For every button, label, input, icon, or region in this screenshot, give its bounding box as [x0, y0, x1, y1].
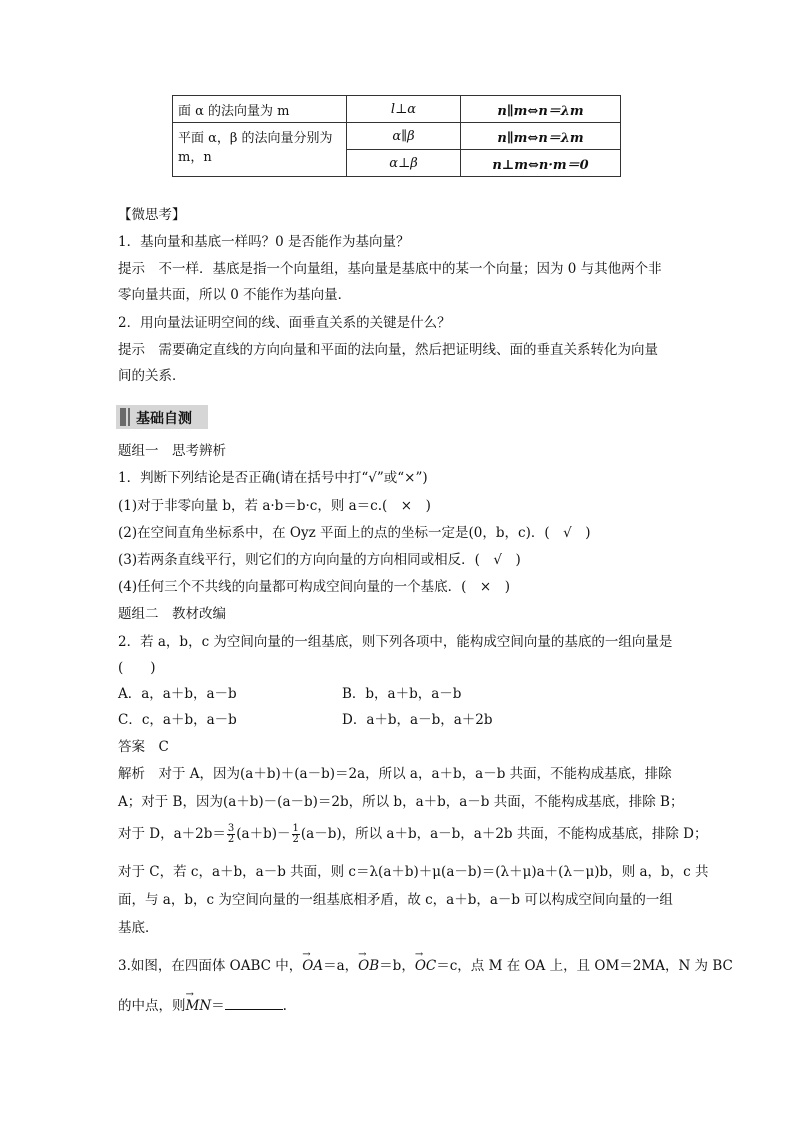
q3-text: ＝c，点 M 在 OA 上，且 OM＝2MA，N 为 BC [436, 958, 733, 974]
q3-text: ＝b， [379, 958, 415, 974]
micro-answer-1-line-2: 零向量共面，所以 0 不能作为基向量． [118, 287, 352, 303]
answer-blank [225, 997, 283, 1010]
option-c: C．c，a＋b，a－b [118, 712, 237, 728]
q3-text: 的中点，则 [118, 998, 186, 1014]
question-2-line-1: 2．若 a，b，c 为空间向量的一组基底，则下列各项中，能构成空间向量的基底的一组向量是 [118, 634, 673, 650]
item-2: (2)在空间直角坐标系中，在 Oyz 平面上的点的坐标一定是(0，b，c)．( √ ) [118, 525, 591, 541]
section-heading [116, 405, 208, 429]
solution-text: 对于 D，a＋2b＝ [118, 826, 226, 842]
vector-oa: → OA [302, 956, 323, 976]
solution-line-4: 对于 C，若 c，a＋b，a－b 共面，则 c＝λ(a＋b)＋μ(a－b)＝(λ＋μ)a＋(λ－μ)b，则 a，b，c 共 [118, 864, 709, 880]
question-1: 1．判断下列结论是否正确(请在括号中打“√”或“×”) [118, 470, 428, 486]
relations-table [172, 95, 621, 177]
solution-line-1: 解析 对于 A，因为(a＋b)＋(a－b)＝2a，所以 a，a＋b，a－b 共面，不能构成基底，排除 [118, 766, 672, 782]
table-row [173, 123, 621, 150]
table-cell: α⊥β [347, 150, 461, 177]
vector-ob: → OB [358, 956, 379, 976]
section-marker-icon [120, 408, 126, 426]
question-3-line-2 [118, 996, 287, 1016]
micro-question-1: 1．基向量和基底一样吗？0 是否能作为基向量？ [118, 234, 410, 250]
answer: 答案 C [118, 739, 169, 755]
q3-text: . [282, 998, 287, 1014]
option-a: A．a，a＋b，a－b [118, 686, 237, 702]
fraction [292, 824, 300, 845]
question-3-line-1 [118, 956, 733, 976]
group-2-title: 题组二 教材改编 [118, 606, 226, 622]
micro-answer-1-line-1: 提示 不一样．基底是指一个向量组，基向量是基底中的某一个向量；因为 0 与其他两个非 [118, 261, 662, 277]
solution-line-5: 面，与 a，b，c 为空间向量的一组基底相矛盾，故 c，a＋b，a－b 可以构成空间向量的一组 [118, 892, 673, 908]
section-marker-icon [128, 408, 130, 426]
micro-answer-2-line-2: 间的关系． [118, 368, 186, 384]
table-row [173, 96, 621, 123]
group-1-title: 题组一 思考辨析 [118, 443, 226, 459]
table-cell: 平面 α，β 的法向量分别为 m，n [173, 123, 347, 177]
question-2-line-2: ( ) [118, 660, 156, 676]
solution-text: (a＋b)－ [236, 826, 291, 842]
q3-text: 3.如图，在四面体 OABC 中， [118, 958, 303, 974]
micro-question-2: 2．用向量法证明空间的线、面垂直关系的关键是什么？ [118, 315, 451, 331]
vector-mn: → MN [186, 996, 212, 1016]
solution-line-6: 基底． [118, 920, 159, 936]
fraction [227, 824, 235, 845]
fraction-numerator: 3 [227, 823, 235, 834]
table-cell: n∥m⇔n＝λm [461, 96, 621, 123]
item-4: (4)任何三个不共线的向量都可构成空间向量的一个基底．( × ) [118, 579, 510, 595]
solution-text: (a－b)，所以 a＋b，a－b，a＋2b 共面，不能构成基底，排除 D； [300, 826, 708, 842]
option-b: B．b，a＋b，a－b [342, 686, 462, 702]
table-cell: α∥β [347, 123, 461, 150]
table-cell: n∥m⇔n＝λm [461, 123, 621, 150]
table-cell: 面 α 的法向量为 m [173, 96, 347, 123]
micro-think-header: 【微思考】 [118, 207, 186, 223]
fraction-denominator: 2 [292, 834, 299, 845]
item-1: (1)对于非零向量 b，若 a·b＝b·c，则 a＝c.( × ) [118, 498, 431, 514]
fraction-numerator: 1 [292, 823, 299, 834]
solution-line-3 [118, 824, 707, 845]
vector-oc: → OC [415, 956, 436, 976]
table-cell: l⊥α [347, 96, 461, 123]
option-d: D．a＋b，a－b，a＋2b [342, 712, 493, 728]
item-3: (3)若两条直线平行，则它们的方向向量的方向相同或相反．( √ ) [118, 552, 521, 568]
q3-text: ＝a， [323, 958, 359, 974]
q3-text: ＝ [211, 998, 225, 1014]
micro-answer-2-line-1: 提示 需要确定直线的方向向量和平面的法向量，然后把证明线、面的垂直关系转化为向量 [118, 342, 658, 358]
section-title: 基础自测 [136, 411, 192, 427]
solution-line-2: A；对于 B，因为(a＋b)－(a－b)＝2b，所以 b，a＋b，a－b 共面，不能构成基底，排除 B； [118, 794, 684, 810]
fraction-denominator: 2 [227, 834, 235, 845]
table-cell: n⊥m⇔n·m＝0 [461, 150, 621, 177]
